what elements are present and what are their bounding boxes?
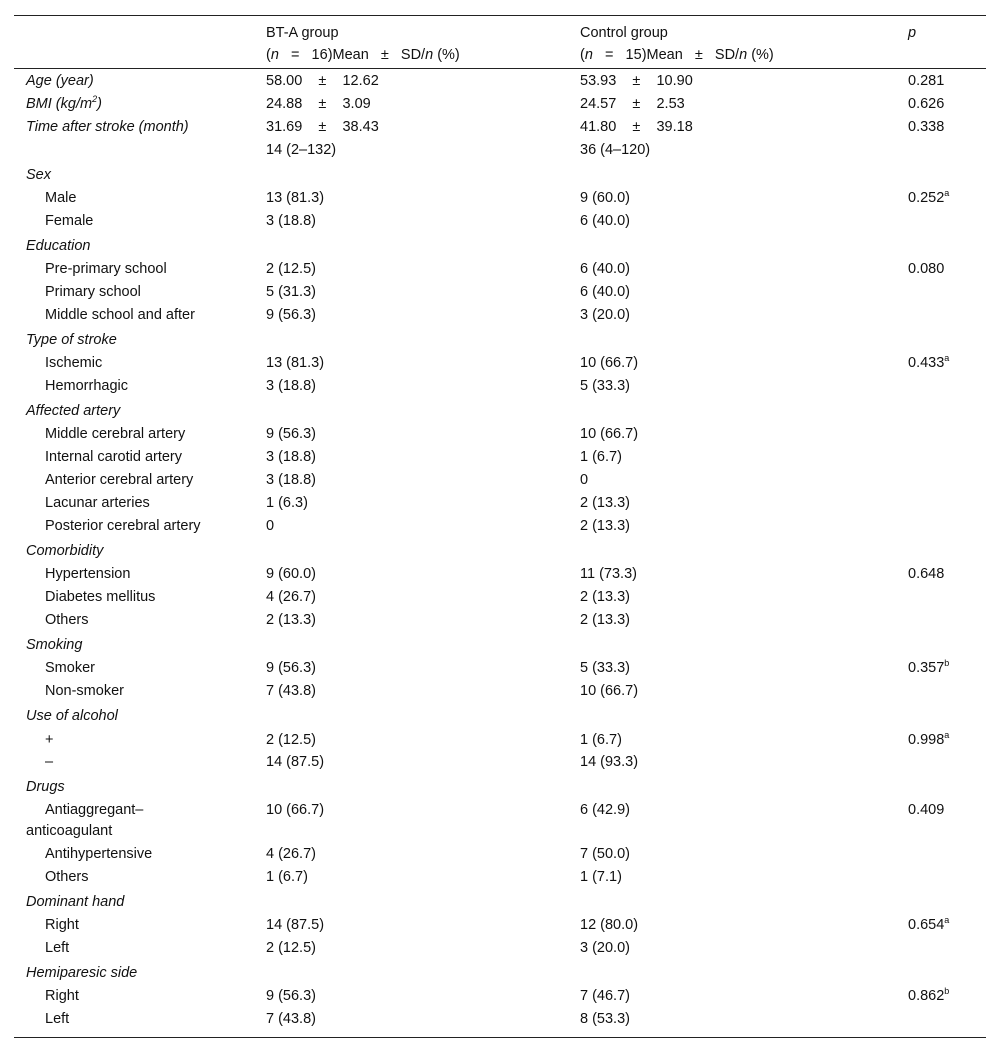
section-heading <box>0 891 1000 913</box>
bta-value: 9 (56.3) <box>266 307 316 323</box>
control-value: 0 <box>580 472 589 488</box>
p-value: 0.998$^a$ <box>908 730 950 748</box>
p-value: 0.648 <box>908 566 945 582</box>
bta-value: 10 (66.7) <box>266 802 325 818</box>
control-value: 5 (33.3) <box>580 660 630 676</box>
section-heading <box>0 962 1000 984</box>
table-row <box>0 423 1000 445</box>
row-label: Smoking <box>26 637 83 653</box>
control-value: 53.93 ± 10.90 <box>580 73 693 89</box>
row-label: Comorbidity <box>26 543 104 559</box>
row-label: Use of alcohol <box>26 708 118 724</box>
table-row <box>0 914 1000 936</box>
bta-value: 14 (87.5) <box>266 917 325 933</box>
bta-value: 14 (87.5) <box>266 754 325 770</box>
table-row <box>0 93 1000 115</box>
control-value: 10 (66.7) <box>580 355 639 371</box>
control-value: 36 (4–120) <box>580 142 651 158</box>
p-value: 0.252$^a$ <box>908 188 950 206</box>
row-label: Posterior cerebral artery <box>45 518 201 534</box>
table-row <box>0 866 1000 888</box>
p-value: 0.433$^a$ <box>908 353 950 371</box>
control-value: 2 (13.3) <box>580 612 630 628</box>
p-value: 0.281 <box>908 73 945 89</box>
table-row <box>0 985 1000 1007</box>
control-value: 3 (20.0) <box>580 307 630 323</box>
bta-value: 14 (2–132) <box>266 142 337 158</box>
table-row <box>0 843 1000 865</box>
row-label: Type of stroke <box>26 332 117 348</box>
table-row <box>0 139 1000 161</box>
table-row <box>0 799 1000 821</box>
table-row <box>0 657 1000 679</box>
control-value: 7 (46.7) <box>580 988 630 1004</box>
row-label: Time after stroke (month) <box>26 119 189 135</box>
control-value: 1 (6.7) <box>580 449 622 465</box>
row-label: Hemiparesic side <box>26 965 138 981</box>
bta-value: 9 (56.3) <box>266 988 316 1004</box>
row-label: Lacunar arteries <box>45 495 150 511</box>
table-row-continuation <box>0 820 1000 842</box>
section-heading <box>0 164 1000 186</box>
row-label-continuation: anticoagulant <box>26 823 113 839</box>
row-label: Antihypertensive <box>45 846 153 862</box>
section-heading <box>0 329 1000 351</box>
table-row <box>0 937 1000 959</box>
row-label: Primary school <box>45 284 141 300</box>
bta-value: 2 (12.5) <box>266 940 316 956</box>
table-row <box>0 304 1000 326</box>
table-row <box>0 729 1000 751</box>
table-row <box>0 116 1000 138</box>
control-value: 8 (53.3) <box>580 1011 630 1027</box>
p-value: 0.409 <box>908 802 945 818</box>
row-label: Antiaggregant– <box>45 802 144 818</box>
table-row <box>0 187 1000 209</box>
row-label: Anterior cerebral artery <box>45 472 194 488</box>
control-value: 11 (73.3) <box>580 566 637 582</box>
row-label: Right <box>45 988 79 1004</box>
table-row <box>0 563 1000 585</box>
bta-value: 9 (56.3) <box>266 426 316 442</box>
table-row <box>0 609 1000 631</box>
row-label: Internal carotid artery <box>45 449 183 465</box>
row-label: Dominant hand <box>26 894 125 910</box>
section-heading <box>0 540 1000 562</box>
bta-value: 7 (43.8) <box>266 683 316 699</box>
bta-value: 4 (26.7) <box>266 589 316 605</box>
section-heading <box>0 705 1000 727</box>
section-heading <box>0 776 1000 798</box>
control-value: 7 (50.0) <box>580 846 630 862</box>
section-heading <box>0 400 1000 422</box>
table-row <box>0 586 1000 608</box>
bta-value: 31.69 ± 38.43 <box>266 119 379 135</box>
table-row <box>0 515 1000 537</box>
bta-value: 2 (12.5) <box>266 732 316 748</box>
row-label: Hemorrhagic <box>45 378 128 394</box>
row-label: Drugs <box>26 779 65 795</box>
table-row <box>0 469 1000 491</box>
header-bta-title: BT-A group <box>266 25 339 41</box>
p-value: 0.626 <box>908 96 945 112</box>
header-p-value: p <box>908 25 917 41</box>
bta-value: 1 (6.7) <box>266 869 308 885</box>
row-label: Smoker <box>45 660 95 676</box>
row-label: Age (year) <box>26 73 94 89</box>
table-row <box>0 375 1000 397</box>
row-label: Pre-primary school <box>45 261 167 277</box>
table-row <box>0 680 1000 702</box>
row-label: Others <box>45 612 89 628</box>
header-bta-subtitle: (n = 16)Mean ± SD/n (%) <box>266 47 460 63</box>
control-value: 12 (80.0) <box>580 917 639 933</box>
control-value: 6 (40.0) <box>580 261 630 277</box>
row-label: Sex <box>26 167 51 183</box>
bta-value: 13 (81.3) <box>266 190 325 206</box>
control-value: 41.80 ± 39.18 <box>580 119 693 135</box>
row-label: Female <box>45 213 94 229</box>
row-label: Affected artery <box>26 403 121 419</box>
table-row <box>0 492 1000 514</box>
row-label: Hypertension <box>45 566 131 582</box>
control-value: 1 (7.1) <box>580 869 622 885</box>
row-label: BMI $(kg/m^2)$ <box>26 94 102 112</box>
bta-value: 0 <box>266 518 275 534</box>
table-row <box>0 70 1000 92</box>
row-label: Middle school and after <box>45 307 195 323</box>
control-value: 3 (20.0) <box>580 940 630 956</box>
bta-value: 5 (31.3) <box>266 284 316 300</box>
bta-value: 3 (18.8) <box>266 213 316 229</box>
table-row <box>0 352 1000 374</box>
section-heading <box>0 634 1000 656</box>
bta-value: 3 (18.8) <box>266 378 316 394</box>
bta-value: 58.00 ± 12.62 <box>266 73 379 89</box>
control-value: 2 (13.3) <box>580 518 630 534</box>
table-header-rule <box>14 68 986 69</box>
header-control-title: Control group <box>580 25 668 41</box>
row-label: Diabetes mellitus <box>45 589 156 605</box>
control-value: 10 (66.7) <box>580 683 639 699</box>
control-value: 6 (40.0) <box>580 284 630 300</box>
row-label: Left <box>45 940 70 956</box>
bta-value: 3 (18.8) <box>266 449 316 465</box>
bta-value: 13 (81.3) <box>266 355 325 371</box>
row-label: Left <box>45 1011 70 1027</box>
row-label: – <box>45 754 54 770</box>
section-heading <box>0 235 1000 257</box>
control-value: 14 (93.3) <box>580 754 639 770</box>
control-value: 1 (6.7) <box>580 732 622 748</box>
row-label: Others <box>45 869 89 885</box>
header-bta-group <box>266 22 460 66</box>
p-value: 0.357$^b$ <box>908 658 950 676</box>
table-row <box>0 258 1000 280</box>
row-label: Middle cerebral artery <box>45 426 186 442</box>
table-row <box>0 446 1000 468</box>
bta-value: 9 (56.3) <box>266 660 316 676</box>
bta-value: 7 (43.8) <box>266 1011 316 1027</box>
bta-value: 4 (26.7) <box>266 846 316 862</box>
p-value: 0.080 <box>908 261 945 277</box>
row-label: + <box>45 732 54 748</box>
p-value: 0.654$^a$ <box>908 915 950 933</box>
bta-value: 3 (18.8) <box>266 472 316 488</box>
table-row <box>0 281 1000 303</box>
row-label: Education <box>26 238 91 254</box>
table-row <box>0 751 1000 773</box>
bta-value: 1 (6.3) <box>266 495 308 511</box>
control-value: 6 (40.0) <box>580 213 630 229</box>
row-label: Non-smoker <box>45 683 124 699</box>
table-top-rule <box>14 15 986 16</box>
control-value: 2 (13.3) <box>580 589 630 605</box>
p-value: 0.862$^b$ <box>908 986 950 1004</box>
row-label: Ischemic <box>45 355 103 371</box>
bta-value: 24.88 ± 3.09 <box>266 96 371 112</box>
bta-value: 2 (13.3) <box>266 612 316 628</box>
row-label: Right <box>45 917 79 933</box>
table-bottom-rule <box>14 1037 986 1038</box>
control-value: 10 (66.7) <box>580 426 639 442</box>
control-value: 6 (42.9) <box>580 802 630 818</box>
header-control-subtitle: (n = 15)Mean ± SD/n (%) <box>580 47 774 63</box>
control-value: 5 (33.3) <box>580 378 630 394</box>
bta-value: 2 (12.5) <box>266 261 316 277</box>
header-control-group <box>580 22 774 66</box>
control-value: 2 (13.3) <box>580 495 630 511</box>
control-value: 24.57 ± 2.53 <box>580 96 685 112</box>
bta-value: 9 (60.0) <box>266 566 316 582</box>
control-value: 9 (60.0) <box>580 190 630 206</box>
table-row <box>0 1008 1000 1030</box>
p-value: 0.338 <box>908 119 945 135</box>
row-label: Male <box>45 190 77 206</box>
table-row <box>0 210 1000 232</box>
